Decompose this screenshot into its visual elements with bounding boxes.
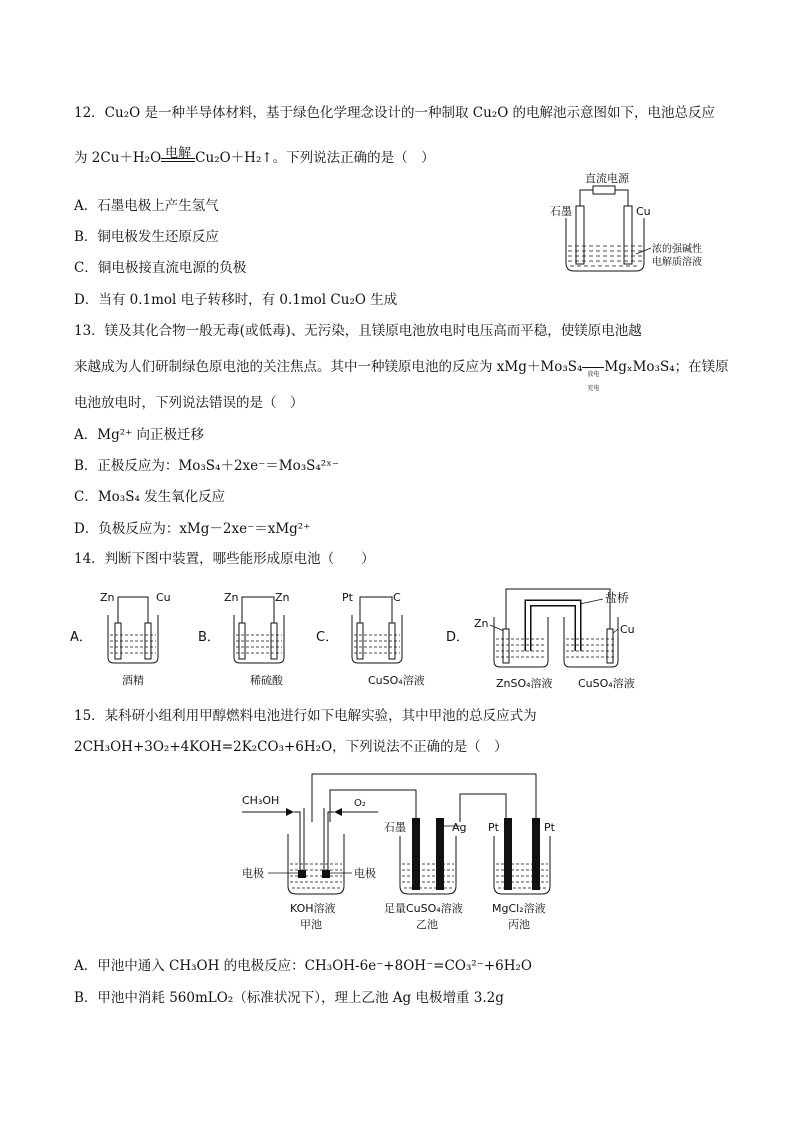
- power-source-label: 直流电源: [585, 172, 629, 185]
- cell3-name: 丙池: [508, 918, 530, 931]
- q12-option-b: B．铜电极发生还原反应: [74, 229, 219, 245]
- device-c: [316, 591, 425, 687]
- device-d-left-electrode-label: Zn: [474, 617, 489, 630]
- device-c-letter: C．: [316, 630, 339, 645]
- q15-option-a: A．甲池中通入 CH₃OH 的电极反应：CH₃OH-6e⁻+8OH⁻=CO₃²⁻+6H₂O: [74, 958, 532, 974]
- cell1-right-electrode-label: 电极: [354, 867, 376, 880]
- device-b-left-electrode-label: Zn: [224, 591, 239, 604]
- cell2-name: 乙池: [416, 918, 438, 931]
- q13-option-c: C．Mo₃S₄ 发生氧化反应: [74, 489, 226, 505]
- q14-stem: 14．判断下图中装置，哪些能形成原电池（ ）: [74, 551, 375, 567]
- cu-electrode-label: Cu: [636, 205, 651, 218]
- pt-electrode-left: [504, 818, 512, 890]
- device-d: [446, 589, 635, 690]
- ag-label: Ag: [452, 821, 467, 834]
- ag-electrode: [436, 818, 444, 890]
- cuso4-solution-label: 足量CuSO₄溶液: [384, 902, 463, 915]
- device-d-letter: D．: [446, 630, 470, 645]
- ch3oh-label: CH₃OH: [242, 794, 280, 807]
- q12-equation-right: Cu₂O＋H₂↑。下列说法正确的是（ ）: [195, 150, 435, 166]
- arrow-condition-label: 电解: [165, 146, 192, 161]
- pt-left-label: Pt: [488, 821, 499, 834]
- q13-reaction-right: MgₓMo₃S₄；在镁原: [604, 359, 729, 375]
- device-a-right-electrode-label: Cu: [156, 591, 171, 604]
- graphite-electrode: [576, 206, 584, 264]
- device-a-solution-label: 酒精: [122, 674, 144, 687]
- device-c-solution-label: CuSO₄溶液: [368, 674, 425, 687]
- q13-stem-line3: 电池放电时，下列说法错误的是（ ）: [74, 395, 304, 411]
- graphite-electrode: [412, 818, 420, 890]
- mgcl2-solution-label: MgCl₂溶液: [492, 902, 546, 915]
- galvanic-cells-figure: [70, 583, 730, 693]
- koh-solution-label: KOH溶液: [290, 902, 336, 915]
- cu-electrode: [624, 206, 632, 264]
- q13-stem-line2: [74, 357, 729, 392]
- q13-option-b: B．正极反应为：Mo₃S₄＋2xe⁻＝Mo₃S₄²ˣ⁻: [74, 458, 340, 474]
- device-d-right-solution-label: CuSO₄溶液: [578, 677, 635, 690]
- q12-stem-line2: [74, 148, 435, 168]
- q12-option-c: C．铜电极接直流电源的负极: [74, 260, 247, 276]
- q15-stem-line1: 15．某科研小组利用甲醇燃料电池进行如下电解实验，其中甲池的总反应式为: [74, 708, 537, 724]
- q13-option-d: D．负极反应为：xMg－2xe⁻＝xMg²⁺: [74, 521, 311, 537]
- device-a-left-electrode-label: Zn: [100, 591, 115, 604]
- device-a-letter: A．: [70, 630, 92, 645]
- q13-option-a: A．Mg²⁺ 向正极迁移: [74, 427, 205, 443]
- device-b-right-electrode-label: Zn: [275, 591, 290, 604]
- o2-label: O₂: [354, 798, 366, 809]
- power-source-box: [593, 186, 615, 194]
- q13-reaction-left: 来越成为人们研制绿色原电池的关注焦点。其中一种镁原电池的反应为 xMg＋Mo₃S₄: [74, 359, 583, 375]
- q15-stem-line2: 2CH₃OH+3O₂+4KOH=2K₂CO₃+6H₂O，下列说法不正确的是（ ）: [74, 739, 508, 755]
- cell3-solution: [496, 864, 548, 888]
- charge-label: 充电: [587, 385, 600, 392]
- cell1-name: 甲池: [300, 918, 322, 931]
- discharge-label: 放电: [587, 371, 600, 378]
- device-d-left-solution-label: ZnSO₄溶液: [496, 677, 553, 690]
- cell1-left-electrode-label: 电极: [242, 867, 264, 880]
- device-b-letter: B．: [198, 630, 220, 645]
- q12-option-a: A．石墨电极上产生氢气: [74, 198, 219, 214]
- device-b: [198, 591, 290, 687]
- graphite-label: 石墨: [384, 821, 406, 834]
- solution-label-line2: 电解质溶液: [652, 257, 702, 268]
- device-d-right-electrode-label: Cu: [620, 623, 635, 636]
- device-b-solution-label: 稀硫酸: [250, 674, 283, 687]
- cell2-solution: [402, 864, 454, 888]
- electrolysis-cell-figure: [548, 168, 718, 280]
- device-a: [70, 591, 171, 687]
- q13-stem-line1: 13．镁及其化合物一般无毒(或低毒)、无污染，且镁原电池放电时电压高而平稳，使镁原电池越: [74, 323, 642, 339]
- solution-label-line1: 浓的强碱性: [652, 244, 702, 255]
- q12-stem-line1: 12．Cu₂O 是一种半导体材料，基于绿色化学理念设计的一种制取 Cu₂O 的电解池示意图如下，电池总反应: [74, 105, 716, 121]
- q12-equation-left: 为 2Cu＋H₂O: [74, 150, 162, 166]
- device-c-right-electrode-label: C: [393, 591, 401, 604]
- graphite-electrode-label: 石墨: [550, 205, 572, 218]
- q15-option-b: B．甲池中消耗 560mLO₂（标准状况下），理上乙池 Ag 电极增重 3.2g: [74, 990, 504, 1006]
- salt-bridge-label: 盐桥: [605, 591, 630, 605]
- methanol-fuel-cell-figure: [238, 770, 568, 946]
- cell1-solution: [290, 864, 342, 888]
- q12-option-d: D．当有 0.1mol 电子转移时，有 0.1mol Cu₂O 生成: [74, 292, 398, 308]
- pt-electrode-right: [532, 818, 540, 890]
- device-c-left-electrode-label: Pt: [342, 591, 353, 604]
- pt-right-label: Pt: [544, 821, 555, 834]
